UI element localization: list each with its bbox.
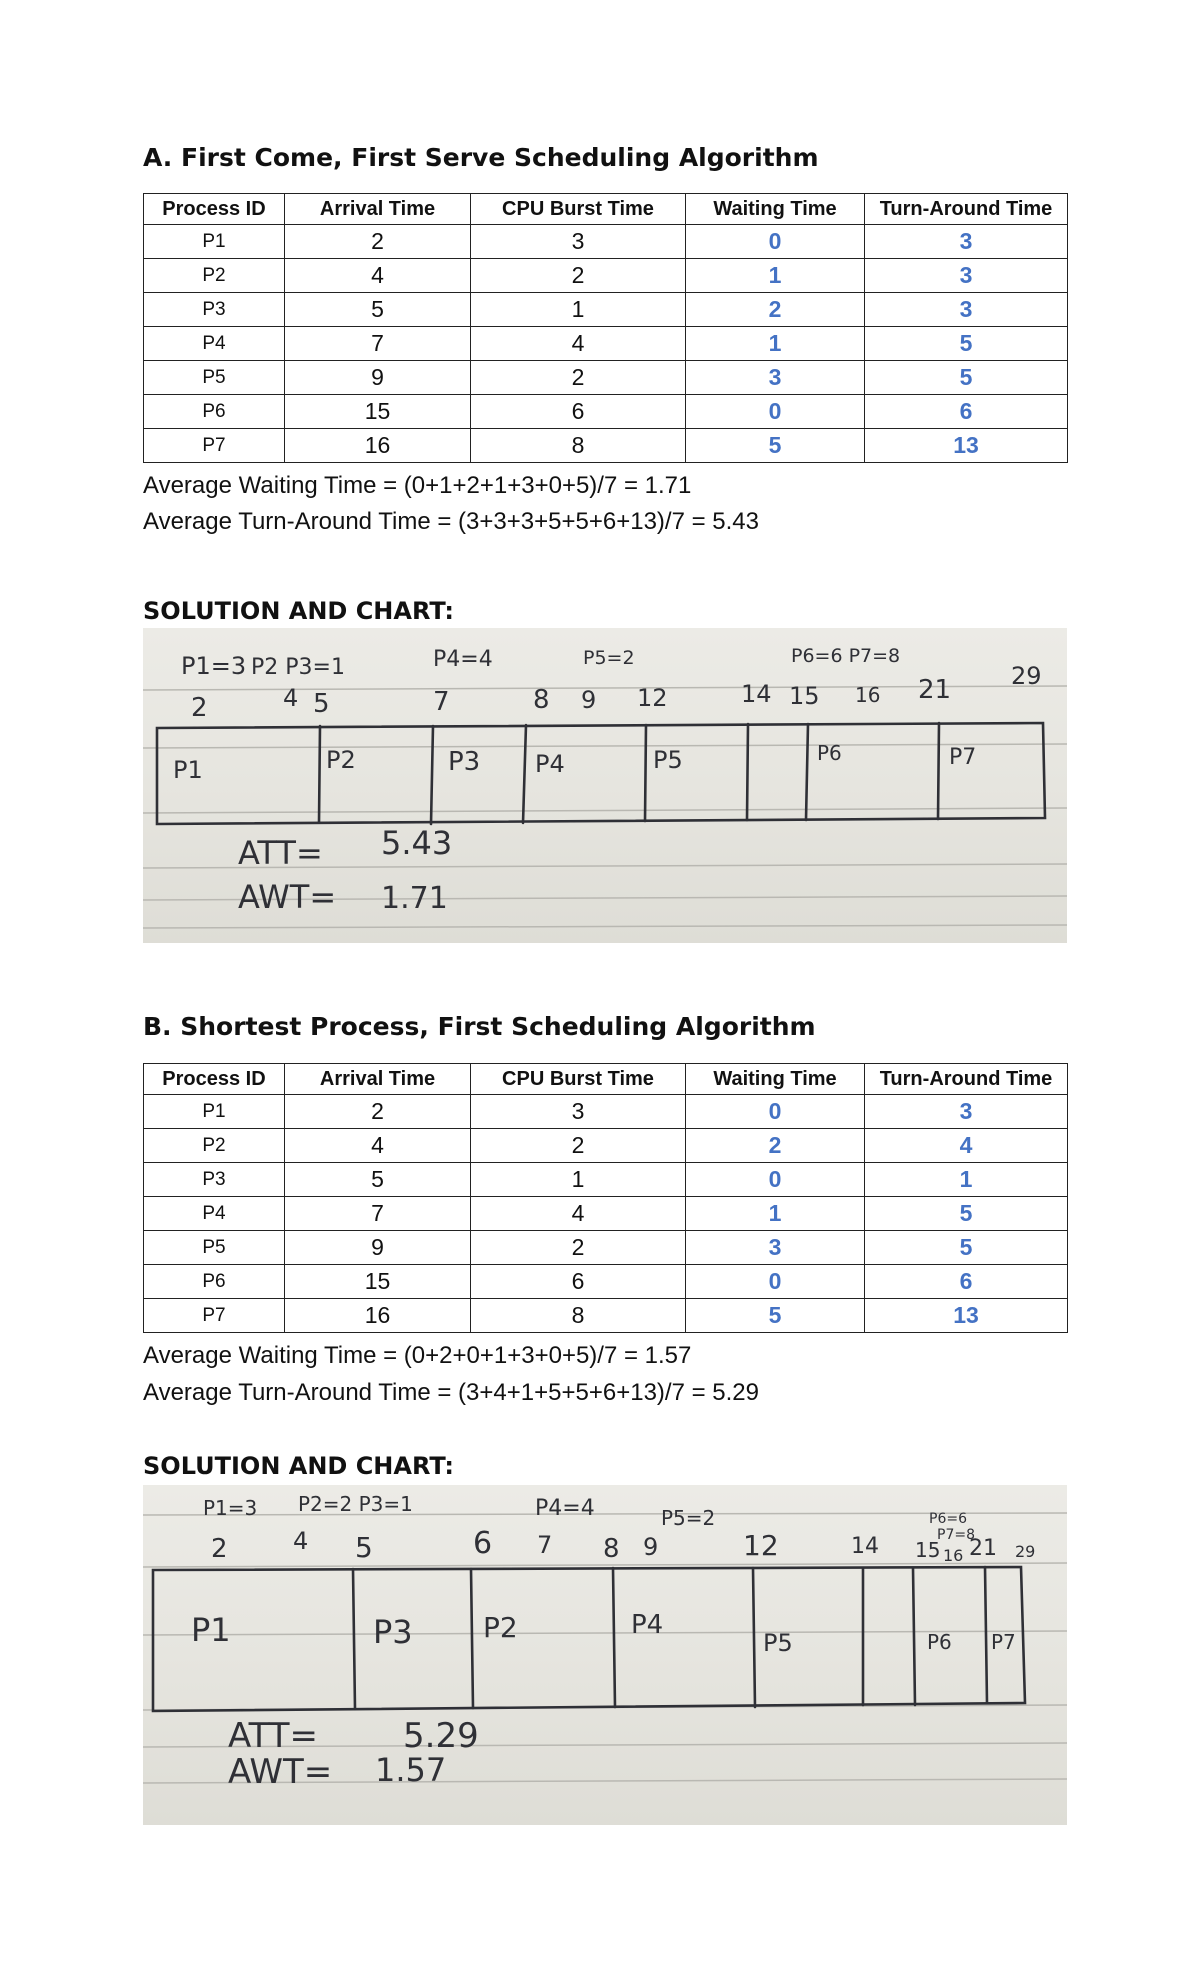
cell-waiting-time: 0 bbox=[686, 1265, 865, 1299]
note-p2-p3: P2=2 P3=1 bbox=[298, 1492, 413, 1516]
time-mark: 7 bbox=[433, 687, 450, 717]
cell-turnaround-time: 3 bbox=[865, 1095, 1068, 1129]
gantt-block-label: P2 bbox=[483, 1611, 518, 1644]
cell-arrival-time: 16 bbox=[285, 429, 471, 463]
col-turnaround-time: Turn-Around Time bbox=[865, 194, 1068, 225]
gantt-block-label: P1 bbox=[173, 756, 203, 784]
cell-cpu-burst: 1 bbox=[471, 1163, 686, 1197]
cell-turnaround-time: 4 bbox=[865, 1129, 1068, 1163]
gantt-block-label: P3 bbox=[373, 1613, 413, 1651]
cell-waiting-time: 1 bbox=[686, 327, 865, 361]
gantt-divider bbox=[806, 724, 808, 820]
col-process-id: Process ID bbox=[144, 194, 285, 225]
table-row bbox=[144, 293, 1068, 327]
att-label: ATT= bbox=[228, 1716, 319, 1756]
cell-turnaround-time: 3 bbox=[865, 225, 1068, 259]
spf-avg-waiting: Average Waiting Time = (0+2+0+1+3+0+5)/7 = 1.57 bbox=[143, 1342, 692, 1369]
gantt-block-label: P5 bbox=[653, 746, 683, 774]
cell-waiting-time: 0 bbox=[686, 1163, 865, 1197]
gantt-divider bbox=[353, 1569, 355, 1709]
time-mark: 6 bbox=[473, 1526, 493, 1561]
time-mark: 16 bbox=[943, 1546, 964, 1565]
att-value: 5.43 bbox=[381, 824, 453, 862]
table-row bbox=[144, 1231, 1068, 1265]
cell-process-id: P6 bbox=[144, 395, 285, 429]
att-label: ATT= bbox=[238, 834, 323, 872]
cell-cpu-burst: 2 bbox=[471, 1231, 686, 1265]
time-mark: 14 bbox=[851, 1534, 879, 1559]
cell-turnaround-time: 13 bbox=[865, 1299, 1068, 1333]
cell-waiting-time: 2 bbox=[686, 293, 865, 327]
gantt-block-label: P7 bbox=[991, 1630, 1016, 1654]
gantt-block-label: P5 bbox=[763, 1629, 793, 1657]
time-mark: 15 bbox=[789, 682, 820, 710]
cell-cpu-burst: 2 bbox=[471, 1129, 686, 1163]
time-mark: 16 bbox=[855, 683, 881, 707]
note-p1: P1=3 bbox=[181, 652, 247, 680]
cell-cpu-burst: 3 bbox=[471, 1095, 686, 1129]
time-mark: 29 bbox=[1011, 662, 1042, 690]
table-row bbox=[144, 1129, 1068, 1163]
table-row bbox=[144, 429, 1068, 463]
cell-turnaround-time: 5 bbox=[865, 327, 1068, 361]
section-a-title: A. First Come, First Serve Scheduling Algorithm bbox=[143, 143, 819, 172]
col-waiting-time: Waiting Time bbox=[686, 194, 865, 225]
table-row bbox=[144, 395, 1068, 429]
col-turnaround-time: Turn-Around Time bbox=[865, 1064, 1068, 1095]
note-p2-p3: P2 P3=1 bbox=[251, 655, 345, 680]
time-mark: 15 bbox=[915, 1538, 941, 1562]
cell-arrival-time: 2 bbox=[285, 225, 471, 259]
table-row bbox=[144, 361, 1068, 395]
cell-cpu-burst: 8 bbox=[471, 1299, 686, 1333]
spf-table bbox=[143, 1063, 1068, 1333]
awt-label: AWT= bbox=[238, 878, 337, 916]
cell-waiting-time: 3 bbox=[686, 1231, 865, 1265]
cell-arrival-time: 5 bbox=[285, 293, 471, 327]
cell-waiting-time: 1 bbox=[686, 259, 865, 293]
col-arrival-time: Arrival Time bbox=[285, 1064, 471, 1095]
fcfs-solution-label: SOLUTION AND CHART: bbox=[143, 597, 455, 625]
cell-arrival-time: 9 bbox=[285, 361, 471, 395]
cell-turnaround-time: 1 bbox=[865, 1163, 1068, 1197]
cell-process-id: P2 bbox=[144, 1129, 285, 1163]
att-value: 5.29 bbox=[403, 1716, 479, 1756]
cell-arrival-time: 5 bbox=[285, 1163, 471, 1197]
cell-waiting-time: 2 bbox=[686, 1129, 865, 1163]
table-row bbox=[144, 1265, 1068, 1299]
cell-turnaround-time: 5 bbox=[865, 1197, 1068, 1231]
gantt-block-label: P4 bbox=[535, 750, 565, 778]
cell-arrival-time: 4 bbox=[285, 1129, 471, 1163]
time-mark: 12 bbox=[743, 1529, 779, 1562]
table-row bbox=[144, 1163, 1068, 1197]
fcfs-avg-waiting: Average Waiting Time = (0+1+2+1+3+0+5)/7 = 1.71 bbox=[143, 472, 692, 499]
gantt-divider bbox=[938, 723, 939, 819]
gantt-outline bbox=[153, 1567, 1025, 1711]
cell-cpu-burst: 2 bbox=[471, 361, 686, 395]
cell-process-id: P7 bbox=[144, 1299, 285, 1333]
gantt-block-label: P6 bbox=[817, 741, 842, 765]
gantt-divider bbox=[913, 1568, 915, 1705]
gantt-divider bbox=[645, 725, 646, 821]
cell-arrival-time: 7 bbox=[285, 327, 471, 361]
gantt-divider bbox=[319, 726, 320, 822]
cell-waiting-time: 3 bbox=[686, 361, 865, 395]
gantt-block-label: P3 bbox=[448, 747, 481, 777]
awt-value: 1.57 bbox=[375, 1751, 447, 1789]
spf-gantt-chart-photo bbox=[143, 1485, 1067, 1825]
cell-process-id: P2 bbox=[144, 259, 285, 293]
gantt-block-label: P2 bbox=[326, 746, 356, 774]
time-mark: 14 bbox=[741, 680, 772, 708]
time-mark: 9 bbox=[643, 1533, 659, 1561]
gantt-divider bbox=[613, 1568, 615, 1707]
section-b-title: B. Shortest Process, First Scheduling Algorithm bbox=[143, 1012, 816, 1041]
note-p4: P4=4 bbox=[433, 647, 493, 672]
note-p4: P4=4 bbox=[535, 1496, 595, 1521]
fcfs-gantt-chart-photo bbox=[143, 628, 1067, 943]
cell-cpu-burst: 6 bbox=[471, 1265, 686, 1299]
table-header-row bbox=[144, 1064, 1068, 1095]
fcfs-avg-turnaround: Average Turn-Around Time = (3+3+3+5+5+6+13)/7 = 5.43 bbox=[143, 508, 759, 535]
time-mark: 8 bbox=[533, 685, 550, 715]
time-mark: 21 bbox=[969, 1536, 997, 1561]
cell-waiting-time: 0 bbox=[686, 225, 865, 259]
cell-turnaround-time: 6 bbox=[865, 1265, 1068, 1299]
cell-waiting-time: 5 bbox=[686, 1299, 865, 1333]
note-p6: P6=6 bbox=[929, 1511, 967, 1527]
col-waiting-time: Waiting Time bbox=[686, 1064, 865, 1095]
cell-cpu-burst: 4 bbox=[471, 1197, 686, 1231]
table-row bbox=[144, 1095, 1068, 1129]
cell-process-id: P3 bbox=[144, 1163, 285, 1197]
col-cpu-burst-time: CPU Burst Time bbox=[471, 1064, 686, 1095]
cell-arrival-time: 15 bbox=[285, 1265, 471, 1299]
time-mark: 4 bbox=[293, 1527, 309, 1555]
fcfs-table bbox=[143, 193, 1068, 463]
cell-turnaround-time: 13 bbox=[865, 429, 1068, 463]
cell-process-id: P5 bbox=[144, 361, 285, 395]
gantt-block-label: P6 bbox=[927, 1630, 952, 1654]
spf-avg-turnaround: Average Turn-Around Time = (3+4+1+5+5+6+13)/7 = 5.29 bbox=[143, 1379, 759, 1406]
gantt-divider bbox=[431, 726, 433, 824]
table-row bbox=[144, 1299, 1068, 1333]
cell-process-id: P4 bbox=[144, 1197, 285, 1231]
note-p7: P7=8 bbox=[937, 1527, 975, 1543]
cell-process-id: P4 bbox=[144, 327, 285, 361]
cell-arrival-time: 16 bbox=[285, 1299, 471, 1333]
cell-process-id: P5 bbox=[144, 1231, 285, 1265]
awt-label: AWT= bbox=[228, 1752, 333, 1792]
note-p6-p7: P6=6 P7=8 bbox=[791, 645, 901, 667]
cell-turnaround-time: 5 bbox=[865, 361, 1068, 395]
time-mark: 21 bbox=[918, 675, 952, 705]
gantt-block-label: P4 bbox=[631, 1610, 664, 1640]
cell-process-id: P1 bbox=[144, 225, 285, 259]
cell-arrival-time: 15 bbox=[285, 395, 471, 429]
cell-arrival-time: 9 bbox=[285, 1231, 471, 1265]
time-mark: 7 bbox=[537, 1531, 553, 1559]
cell-turnaround-time: 5 bbox=[865, 1231, 1068, 1265]
cell-turnaround-time: 3 bbox=[865, 259, 1068, 293]
spf-solution-label: SOLUTION AND CHART: bbox=[143, 1452, 455, 1480]
cell-turnaround-time: 6 bbox=[865, 395, 1068, 429]
time-mark: 12 bbox=[637, 684, 668, 712]
gantt-block-label: P7 bbox=[949, 745, 977, 770]
cell-process-id: P6 bbox=[144, 1265, 285, 1299]
gantt-divider bbox=[523, 725, 526, 823]
table-row bbox=[144, 327, 1068, 361]
cell-process-id: P7 bbox=[144, 429, 285, 463]
gantt-divider bbox=[471, 1569, 473, 1708]
time-mark: 2 bbox=[211, 1534, 228, 1564]
time-mark: 5 bbox=[313, 689, 330, 719]
awt-value: 1.71 bbox=[381, 881, 448, 916]
cell-cpu-burst: 6 bbox=[471, 395, 686, 429]
cell-waiting-time: 5 bbox=[686, 429, 865, 463]
cell-arrival-time: 4 bbox=[285, 259, 471, 293]
cell-waiting-time: 0 bbox=[686, 395, 865, 429]
note-p5: P5=2 bbox=[661, 1506, 716, 1530]
note-p5: P5=2 bbox=[583, 647, 635, 669]
time-mark: 9 bbox=[581, 686, 597, 714]
cell-process-id: P3 bbox=[144, 293, 285, 327]
gantt-divider bbox=[747, 724, 748, 820]
cell-arrival-time: 7 bbox=[285, 1197, 471, 1231]
time-mark: 5 bbox=[355, 1531, 373, 1564]
gantt-divider bbox=[753, 1568, 755, 1707]
cell-cpu-burst: 4 bbox=[471, 327, 686, 361]
gantt-block-label: P1 bbox=[191, 1611, 231, 1649]
cell-cpu-burst: 3 bbox=[471, 225, 686, 259]
time-mark: 2 bbox=[191, 693, 208, 723]
col-cpu-burst-time: CPU Burst Time bbox=[471, 194, 686, 225]
cell-turnaround-time: 3 bbox=[865, 293, 1068, 327]
time-mark: 4 bbox=[283, 684, 299, 712]
cell-arrival-time: 2 bbox=[285, 1095, 471, 1129]
cell-waiting-time: 1 bbox=[686, 1197, 865, 1231]
note-p1: P1=3 bbox=[203, 1496, 258, 1520]
table-header-row bbox=[144, 194, 1068, 225]
cell-cpu-burst: 2 bbox=[471, 259, 686, 293]
table-row bbox=[144, 1197, 1068, 1231]
cell-waiting-time: 0 bbox=[686, 1095, 865, 1129]
time-mark: 8 bbox=[603, 1534, 620, 1564]
cell-process-id: P1 bbox=[144, 1095, 285, 1129]
cell-cpu-burst: 8 bbox=[471, 429, 686, 463]
col-arrival-time: Arrival Time bbox=[285, 194, 471, 225]
table-row bbox=[144, 225, 1068, 259]
time-mark: 29 bbox=[1015, 1542, 1036, 1561]
gantt-divider bbox=[985, 1567, 987, 1703]
cell-cpu-burst: 1 bbox=[471, 293, 686, 327]
col-process-id: Process ID bbox=[144, 1064, 285, 1095]
table-row bbox=[144, 259, 1068, 293]
